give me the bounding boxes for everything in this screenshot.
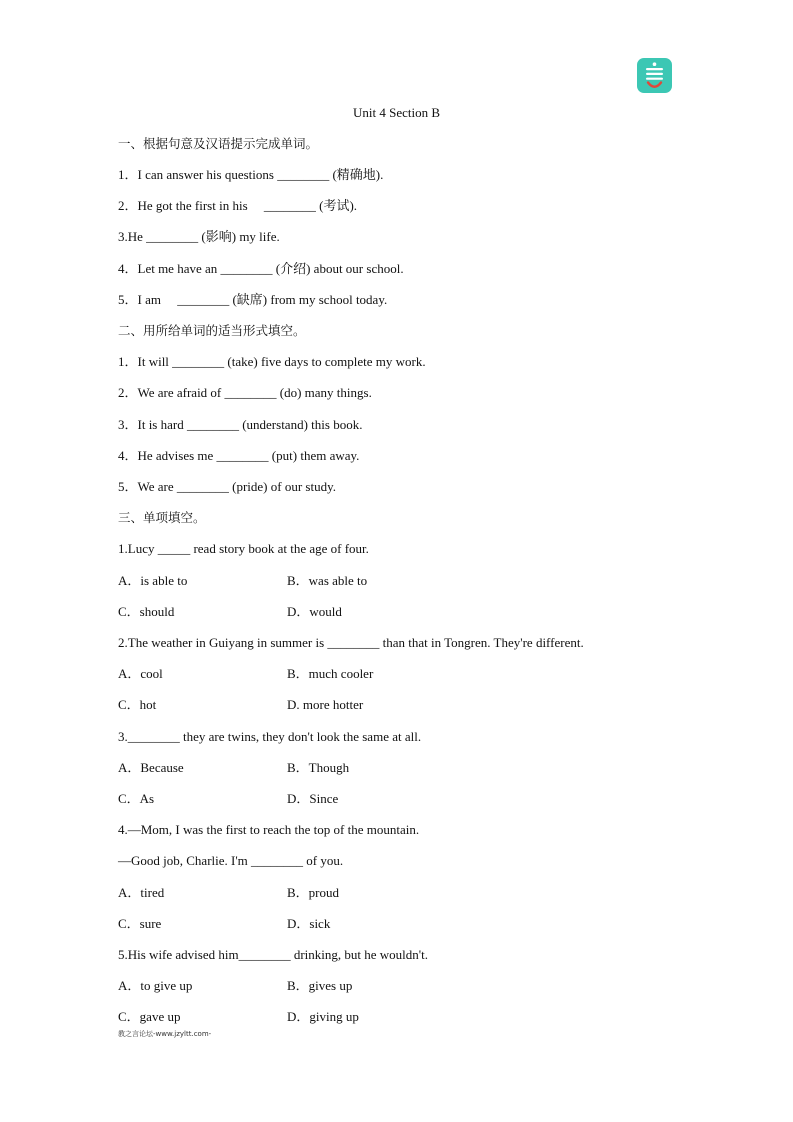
part3-question-1: 1.Lucy _____ read story book at the age of four. xyxy=(118,541,369,556)
q4-option-c: C．sure xyxy=(118,916,162,931)
part1-question-5: 5．I am ________ (缺席) from my school today. xyxy=(118,292,388,307)
q4-option-a: A．tired xyxy=(118,885,165,900)
footer-watermark: 教之言论坛-www.jzyltt.com- xyxy=(118,1030,212,1038)
q3-option-c: C．As xyxy=(118,791,155,806)
part1-question-2: 2．He got the first in his ________ (考试). xyxy=(118,198,358,213)
q1-option-d: D．would xyxy=(287,604,342,619)
q5-option-c: C．gave up xyxy=(118,1009,181,1024)
part3-question-4-reply: —Good job, Charlie. I'm ________ of you. xyxy=(118,853,344,868)
part2-question-5: 5．We are ________ (pride) of our study. xyxy=(118,479,336,494)
q5-option-d: D．giving up xyxy=(287,1009,359,1024)
part3-question-3: 3.________ they are twins, they don't look the same at all. xyxy=(118,729,422,744)
book-stack-logo-icon xyxy=(637,58,672,93)
part3-question-5: 5.His wife advised him________ drinking, but he wouldn't. xyxy=(118,947,428,962)
q2-option-a: A．cool xyxy=(118,666,163,681)
part1-question-1: 1．I can answer his questions ________ (精确地). xyxy=(118,167,384,182)
part2-question-3: 3．It is hard ________ (understand) this book. xyxy=(118,417,363,432)
part3-heading: 三、单项填空。 xyxy=(118,510,206,525)
q5-option-b: B．gives up xyxy=(287,978,353,993)
q1-option-a: A．is able to xyxy=(118,573,188,588)
q2-option-d: D. more hotter xyxy=(287,697,364,712)
q5-option-a: A．to give up xyxy=(118,978,193,993)
q4-option-b: B．proud xyxy=(287,885,340,900)
q2-option-b: B．much cooler xyxy=(287,666,374,681)
q2-option-c: C．hot xyxy=(118,697,157,712)
part3-question-2: 2.The weather in Guiyang in summer is ________ than that in Tongren. They're different. xyxy=(118,635,584,650)
q3-option-d: D．Since xyxy=(287,791,339,806)
part3-question-4: 4.—Mom, I was the first to reach the top of the mountain. xyxy=(118,822,420,837)
part2-question-2: 2．We are afraid of ________ (do) many things. xyxy=(118,385,372,400)
q1-option-b: B．was able to xyxy=(287,573,368,588)
part1-heading: 一、根据句意及汉语提示完成单词。 xyxy=(118,136,319,151)
q4-option-d: D．sick xyxy=(287,916,331,931)
part1-question-4: 4．Let me have an ________ (介绍) about our school. xyxy=(118,261,404,276)
page-title: Unit 4 Section B xyxy=(352,105,441,120)
q3-option-a: A．Because xyxy=(118,760,184,775)
part2-question-4: 4．He advises me ________ (put) them away. xyxy=(118,448,360,463)
q3-option-b: B．Though xyxy=(287,760,350,775)
part2-heading: 二、用所给单词的适当形式填空。 xyxy=(118,323,306,338)
part2-question-1: 1．It will ________ (take) five days to complete my work. xyxy=(118,354,426,369)
q1-option-c: C．should xyxy=(118,604,175,619)
part1-question-3: 3.He ________ (影响) my life. xyxy=(118,229,280,244)
